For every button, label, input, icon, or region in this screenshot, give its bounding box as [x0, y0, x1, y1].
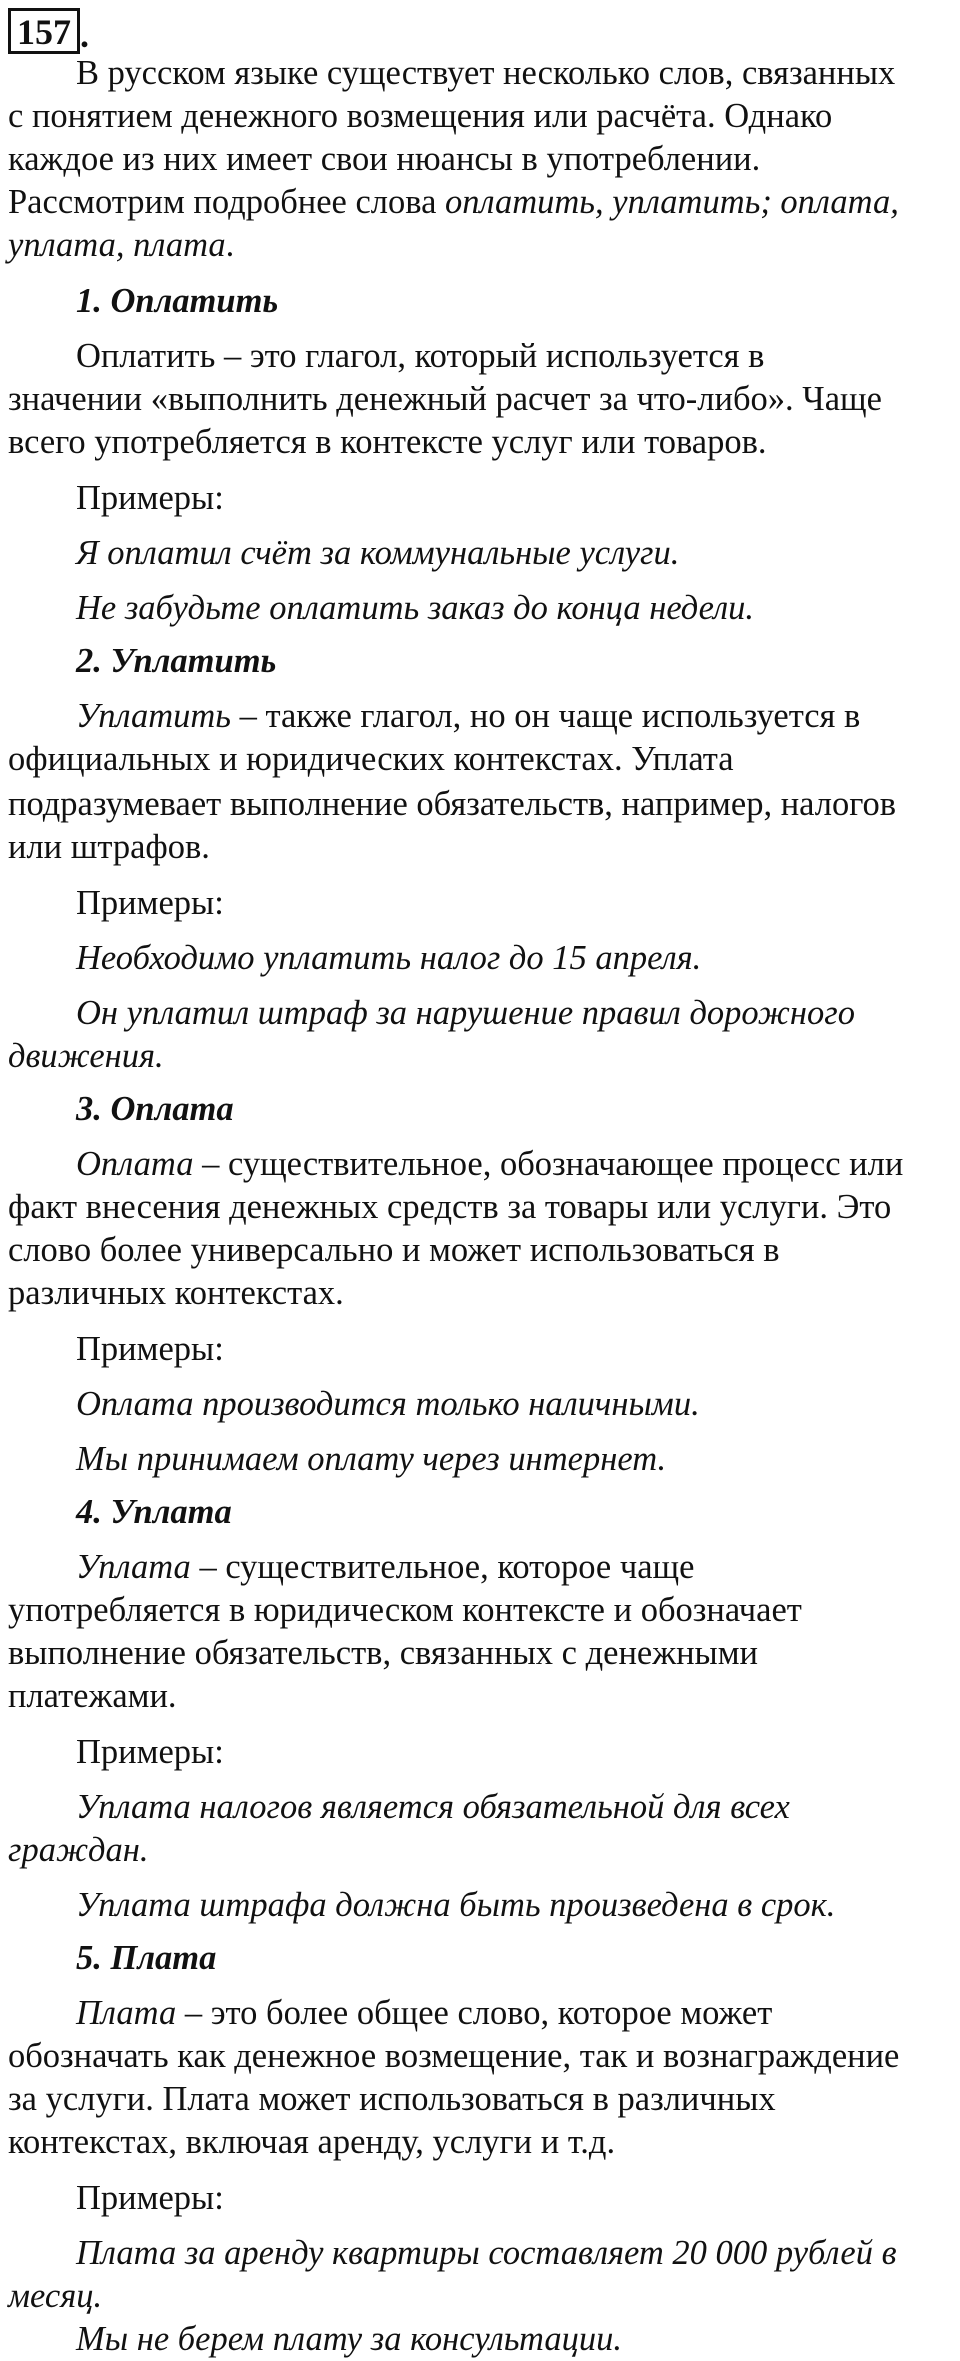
exercise-number: [8, 4, 89, 54]
section-heading: 1. Оплатить: [76, 282, 279, 320]
section-heading: 2. Уплатить: [76, 642, 277, 680]
example-sentence: движения.: [8, 1037, 164, 1075]
intro-text: Рассмотрим подробнее слова: [8, 183, 446, 221]
definition-line: обозначать как денежное возмещение, так и вознаграждение: [8, 2037, 900, 2075]
definition-line: Оплатить – это глагол, который используется в: [76, 337, 765, 375]
example-sentence: Необходимо уплатить налог до 15 апреля.: [76, 939, 702, 977]
definition-line: факт внесения денежных средств за товары или услуги. Это: [8, 1188, 892, 1226]
definition-line: различных контекстах.: [8, 1274, 344, 1312]
exercise-number-dot: .: [80, 15, 89, 55]
intro-line: с понятием денежного возмещения или расчёта. Однако: [8, 97, 833, 135]
example-sentence: Мы принимаем оплату через интернет.: [76, 1440, 667, 1478]
term: Оплата: [76, 1145, 194, 1183]
intro-italic-words: оплатить, уплатить; оплата,: [445, 183, 899, 221]
definition-line: [8, 1992, 960, 2035]
definition-line: платежами.: [8, 1677, 177, 1715]
intro-line: [8, 181, 960, 224]
definition-line: за услуги. Плата может использоваться в различных: [8, 2080, 776, 2118]
example-sentence: Не забудьте оплатить заказ до конца недели.: [76, 589, 755, 627]
term: Плата: [76, 1994, 177, 2032]
section-heading: 5. Плата: [76, 1939, 217, 1977]
example-sentence: Уплата штрафа должна быть произведена в срок.: [76, 1886, 836, 1924]
examples-label: Примеры:: [76, 479, 224, 517]
definition-line: [8, 1546, 960, 1589]
intro-period: .: [225, 226, 235, 264]
definition-line: подразумевает выполнение обязательств, например, налогов: [8, 785, 897, 823]
examples-label: Примеры:: [76, 2179, 224, 2217]
example-sentence: Уплата налогов является обязательной для всех: [76, 1788, 790, 1826]
definition-line: или штрафов.: [8, 828, 210, 866]
definition-text: – также глагол, но он чаще используется в: [231, 697, 861, 735]
definition-line: всего употребляется в контексте услуг или товаров.: [8, 423, 767, 461]
example-sentence: Мы не берем плату за консультации.: [76, 2320, 622, 2358]
definition-line: выполнение обязательств, связанных с денежными: [8, 1634, 759, 1672]
example-sentence: Плата за аренду квартиры составляет 20 000 рублей в: [76, 2234, 897, 2272]
intro-line: В русском языке существует несколько слов, связанных: [76, 54, 896, 92]
definition-line: значении «выполнить денежный расчет за что-либо». Чаще: [8, 380, 882, 418]
example-sentence: месяц.: [8, 2277, 103, 2315]
definition-line: контекстах, включая аренду, услуги и т.д.: [8, 2123, 616, 2161]
definition-line: [8, 695, 960, 738]
definition-text: – существительное, обозначающее процесс или: [193, 1145, 904, 1183]
example-sentence: граждан.: [8, 1831, 149, 1869]
examples-label: Примеры:: [76, 1330, 224, 1368]
exercise-number-box: 157: [8, 8, 80, 54]
examples-label: Примеры:: [76, 1733, 224, 1771]
term: Уплата: [76, 1548, 191, 1586]
definition-line: [8, 1143, 960, 1186]
intro-line: [8, 224, 960, 267]
intro-italic-words: уплата, плата: [8, 226, 226, 264]
example-sentence: Он уплатил штраф за нарушение правил дорожного: [76, 994, 855, 1032]
section-heading: 3. Оплата: [76, 1090, 234, 1128]
example-sentence: Я оплатил счёт за коммунальные услуги.: [76, 534, 680, 572]
intro-line: каждое из них имеет свои нюансы в употреблении.: [8, 140, 761, 178]
term: Уплатить: [76, 697, 231, 735]
definition-line: употребляется в юридическом контексте и обозначает: [8, 1591, 802, 1629]
definition-text: – это более общее слово, которое может: [176, 1994, 773, 2032]
examples-label: Примеры:: [76, 884, 224, 922]
definition-line: официальных и юридических контекстах. Уплата: [8, 740, 734, 778]
section-heading: 4. Уплата: [76, 1493, 232, 1531]
definition-text: – существительное, которое чаще: [190, 1548, 695, 1586]
definition-line: слово более универсально и может использоваться в: [8, 1231, 780, 1269]
example-sentence: Оплата производится только наличными.: [76, 1385, 700, 1423]
